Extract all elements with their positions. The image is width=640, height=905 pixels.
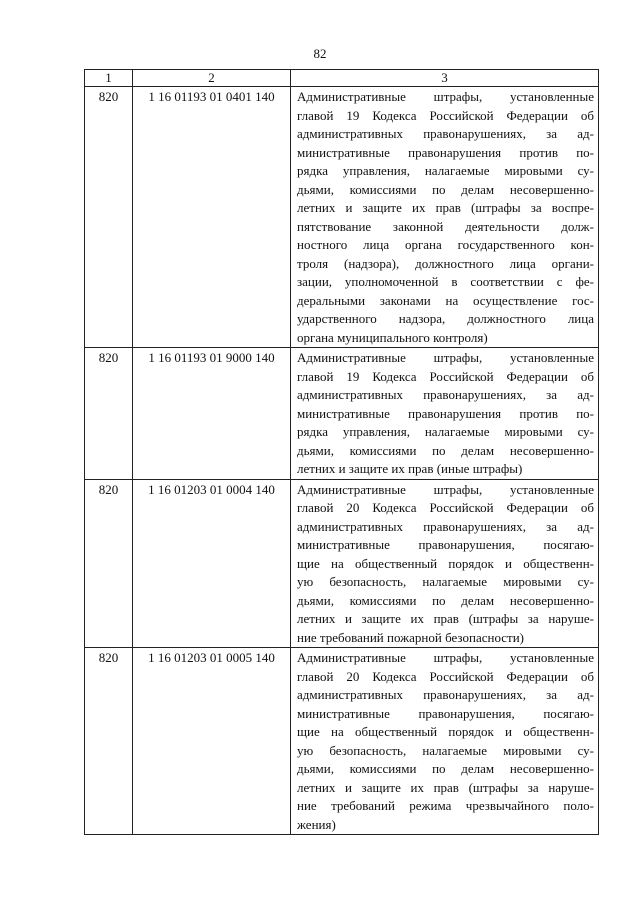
description-cell [291, 648, 599, 835]
description-line: министративные правонарушения против по- [297, 144, 594, 160]
kbk-code-cell: 1 16 01193 01 0401 140 [133, 87, 291, 348]
description-line: административных правонарушениях, за ад- [297, 687, 594, 702]
description-line: Административные штрафы, установленные [297, 481, 594, 497]
description-line: рядка управления, налагаемые мировыми су- [297, 424, 594, 439]
page-number: 82 [313, 46, 327, 61]
description-line: зации, уполномоченной в соответствии с фе- [297, 274, 594, 289]
description-line: Административные штрафы, установленные [297, 350, 594, 365]
description-line: Административные штрафы, установленные [297, 650, 594, 665]
description-line: летних и защите их прав (иные штрафы) [297, 461, 523, 476]
description-line: министративные правонарушения, посягаю- [297, 537, 594, 552]
description-line: летних и защите их прав (штрафы за наруше- [297, 779, 594, 795]
description-cell [291, 348, 599, 480]
budget-codes-table [84, 69, 599, 835]
description-line: административных правонарушениях, за ад- [297, 387, 594, 402]
admin-code-cell: 820 [85, 479, 133, 648]
table-row [85, 348, 599, 480]
table-row [85, 648, 599, 835]
description-line: ударственного надзора, должностного лица [297, 311, 594, 326]
description-line: органа муниципального контроля) [297, 329, 488, 345]
description-line: Административные штрафы, установленные [297, 89, 594, 104]
description-cell [291, 479, 599, 648]
description-line: ние требований режима чрезвычайного поло- [297, 798, 594, 813]
column-header-1: 1 [85, 70, 133, 87]
description-line: дьями, комиссиями по делам несовершенно- [297, 442, 594, 458]
description-line: щие на общественный порядок и общественн- [297, 555, 594, 571]
description-line: рядка управления, налагаемые мировыми су- [297, 163, 594, 178]
admin-code-cell: 820 [85, 648, 133, 835]
description-line: летних и защите их прав (штрафы за наруше- [297, 611, 594, 626]
kbk-code-cell: 1 16 01193 01 9000 140 [133, 348, 291, 480]
description-line: деральными законами на осуществление гос- [297, 292, 594, 308]
description-line: ние требований пожарной безопасности) [297, 629, 525, 645]
description-line: главой 19 Кодекса Российской Федерации об [297, 107, 594, 123]
kbk-code-cell: 1 16 01203 01 0004 140 [133, 479, 291, 648]
description-line: дьями, комиссиями по делам несовершенно- [297, 592, 594, 608]
description-line: пятствование законной деятельности долж- [297, 218, 594, 234]
description-line: жения) [297, 816, 336, 832]
description-line: министративные правонарушения против по- [297, 405, 594, 421]
description-line: административных правонарушениях, за ад- [297, 518, 594, 534]
description-line: административных правонарушениях, за ад- [297, 126, 594, 141]
description-line: троля (надзора), должностного лица органи- [297, 255, 594, 271]
kbk-code-cell: 1 16 01203 01 0005 140 [133, 648, 291, 835]
table-row [85, 479, 599, 648]
table-row [85, 87, 599, 348]
description-line: дьями, комиссиями по делам несовершенно- [297, 181, 594, 197]
table-header-row [85, 70, 599, 87]
description-line: ую безопасность, налагаемые мировыми су- [297, 574, 594, 589]
column-header-2: 2 [133, 70, 291, 87]
description-line: ностного лица органа государственного кон- [297, 237, 594, 252]
admin-code-cell: 820 [85, 348, 133, 480]
description-line: дьями, комиссиями по делам несовершенно- [297, 761, 594, 776]
description-line: ую безопасность, налагаемые мировыми су- [297, 742, 594, 758]
description-cell [291, 87, 599, 348]
description-line: главой 20 Кодекса Российской Федерации об [297, 500, 594, 515]
description-line: летних и защите их прав (штрафы за воспре- [297, 200, 594, 215]
description-line: министративные правонарушения, посягаю- [297, 705, 594, 721]
description-line: главой 20 Кодекса Российской Федерации об [297, 668, 594, 684]
description-line: щие на общественный порядок и общественн- [297, 724, 594, 739]
description-line: главой 19 Кодекса Российской Федерации об [297, 368, 594, 384]
admin-code-cell: 820 [85, 87, 133, 348]
column-header-3: 3 [291, 70, 599, 87]
